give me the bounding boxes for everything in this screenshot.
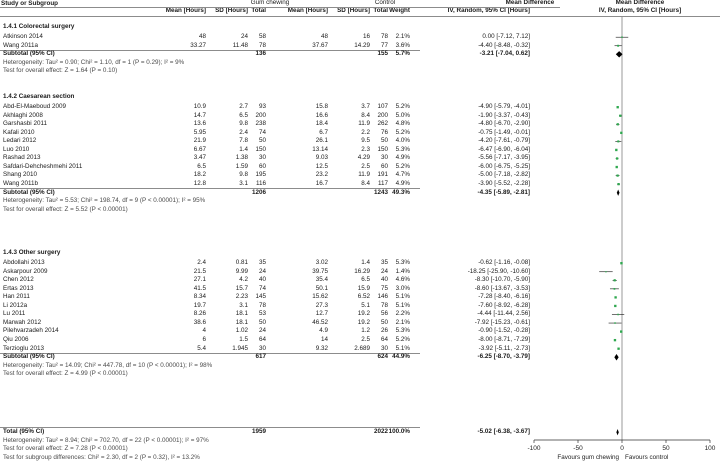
table-cell-g-mean: 6.67 [193, 145, 206, 153]
x-tick-label: -50 [573, 445, 583, 452]
subtotal-control-total: 624 [377, 353, 388, 361]
study-effect-square [620, 262, 622, 264]
gum-mean-header: Mean [Hours] [165, 7, 206, 14]
table-cell-c-mean: 6.7 [319, 128, 328, 136]
heterogeneity-text: Heterogeneity: Tau² = 14.09; Chi² = 447.78, df = 10 (P < 0.00001); I² = 98% [3, 361, 213, 369]
subtotal-gum-total: 1206 [251, 188, 266, 196]
favours-control-label: Favours control [625, 454, 669, 461]
table-cell-weight: 5.2% [395, 335, 410, 343]
favours-gum-label: Favours gum chewing [557, 454, 619, 461]
table-cell-g-total: 74 [258, 284, 266, 292]
table-cell-g-mean: 2.4 [197, 259, 206, 266]
table-cell-g-sd: 18.1 [235, 310, 248, 318]
subgroup-title: 1.4.2 Caesarean section [3, 93, 75, 100]
study-column-header: Study or Subgroup [1, 0, 59, 7]
study-name: Luo 2010 [3, 145, 30, 153]
table-cell-c-total: 60 [380, 162, 388, 170]
table-cell-c-total: 150 [377, 145, 388, 153]
study-effect-square [620, 132, 622, 134]
study-name: Safdari-Dehcheshmehi 2011 [3, 162, 83, 170]
table-cell-c-sd: 19.2 [357, 318, 370, 326]
table-cell-c-sd: 9.5 [361, 137, 370, 145]
table-cell-ci: -5.00 [-7.18, -2.82] [478, 171, 530, 179]
table-cell-c-sd: 2.5 [361, 335, 370, 343]
table-cell-g-total: 78 [258, 41, 266, 49]
table-cell-c-mean: 18.4 [315, 120, 328, 128]
table-cell-c-sd: 8.4 [361, 111, 370, 119]
study-effect-square [617, 123, 619, 125]
table-cell-c-total: 30 [380, 344, 388, 352]
table-cell-c-sd: 14.29 [354, 41, 370, 49]
table-cell-g-sd: 2.4 [239, 128, 248, 136]
table-cell-weight: 5.3% [395, 145, 410, 153]
table-cell-g-total: 50 [258, 318, 266, 326]
study-effect-square [617, 314, 619, 316]
table-cell-ci: -5.56 [-7.17, -3.95] [478, 154, 530, 162]
table-cell-g-mean: 19.7 [193, 301, 206, 309]
table-cell-g-total: 238 [255, 120, 266, 128]
study-name: Garshasbi 2011 [3, 120, 47, 128]
table-cell-c-total: 35 [380, 259, 388, 266]
table-cell-ci: -3.92 [-5.11, -2.73] [478, 344, 530, 352]
table-cell-weight: 5.1% [395, 301, 410, 309]
study-name: Abdollahi 2013 [3, 259, 45, 266]
table-cell-c-mean: 48 [320, 33, 328, 40]
table-cell-g-sd: 1.5 [239, 335, 248, 343]
table-cell-ci: -4.40 [-8.48, -0.32] [478, 41, 530, 49]
table-cell-ci: -0.62 [-1.16, -0.08] [478, 259, 530, 266]
study-name: Rashad 2013 [3, 154, 41, 162]
table-cell-weight: 5.2% [395, 128, 410, 136]
table-cell-g-total: 24 [258, 267, 266, 275]
table-cell-g-mean: 21.5 [193, 267, 206, 275]
study-effect-square [614, 322, 615, 323]
study-name: Atkinson 2014 [3, 33, 43, 40]
table-cell-g-sd: 9.8 [239, 171, 248, 179]
table-cell-c-total: 24 [380, 267, 388, 275]
table-cell-c-total: 30 [380, 154, 388, 162]
table-cell-g-mean: 21.9 [193, 137, 206, 145]
table-cell-c-sd: 2.3 [361, 145, 370, 153]
table-cell-ci: -4.90 [-5.79, -4.01] [478, 103, 530, 110]
table-cell-g-total: 40 [258, 276, 266, 284]
study-effect-square [616, 166, 618, 168]
gum-sd-header: SD [Hours] [215, 7, 248, 14]
table-cell-c-mean: 15.62 [312, 293, 328, 301]
table-cell-c-sd: 2.5 [361, 162, 370, 170]
overall-pooled-diamond [616, 429, 618, 435]
control-sd-header: SD [Hours] [337, 7, 370, 14]
table-cell-g-total: 50 [258, 137, 266, 145]
control-total-header: Total [373, 7, 388, 14]
table-cell-c-total: 78 [380, 301, 388, 309]
study-name: Ertas 2013 [3, 284, 34, 292]
md-column-title: Mean Difference [505, 0, 555, 6]
table-cell-g-mean: 38.6 [193, 318, 206, 326]
subgroup-differences-test: Test for subgroup differences: Chi² = 2.30, df = 2 (P = 0.32), I² = 13.2% [3, 453, 200, 461]
subtotal-label: Subtotal (95% CI) [3, 188, 55, 196]
table-cell-g-sd: 9.8 [239, 120, 248, 128]
x-tick-label: -100 [527, 445, 541, 452]
table-cell-g-total: 53 [258, 310, 266, 318]
table-cell-weight: 5.3% [395, 327, 410, 335]
table-cell-c-mean: 3.02 [315, 259, 328, 266]
table-cell-g-mean: 6.5 [197, 162, 206, 170]
study-effect-square [605, 271, 606, 272]
table-cell-g-sd: 9.99 [235, 267, 248, 275]
study-effect-square [615, 149, 617, 151]
subtotal-weight: 44.9% [392, 353, 410, 361]
table-cell-c-mean: 4.9 [319, 327, 328, 335]
table-cell-weight: 2.1% [395, 318, 410, 326]
study-name: Abd-El-Maeboud 2009 [3, 103, 67, 110]
subtotal-ci: -6.25 [-8.70, -3.79] [477, 353, 530, 361]
table-cell-g-total: 35 [258, 259, 266, 266]
table-cell-c-mean: 9.03 [315, 154, 328, 162]
table-cell-c-sd: 16 [362, 33, 370, 40]
table-cell-c-sd: 16.29 [354, 267, 370, 275]
table-cell-c-total: 64 [380, 335, 388, 343]
table-cell-g-total: 78 [258, 301, 266, 309]
table-cell-weight: 5.2% [395, 103, 410, 110]
table-cell-c-sd: 1.4 [361, 259, 370, 266]
table-cell-ci: -7.28 [-8.40, -6.16] [478, 293, 530, 301]
table-cell-c-mean: 23.2 [315, 171, 328, 179]
table-cell-c-total: 117 [377, 179, 388, 187]
table-cell-g-mean: 18.2 [193, 171, 206, 179]
table-cell-g-sd: 4.2 [239, 276, 248, 284]
table-cell-g-mean: 6 [202, 335, 206, 343]
subgroup-title: 1.4.1 Colorectal surgery [3, 23, 75, 30]
total-gum-count: 1959 [251, 428, 266, 435]
subtotal-ci: -3.21 [-7.04, 0.62] [479, 50, 530, 58]
table-cell-g-sd: 1.38 [235, 154, 248, 162]
study-effect-square [617, 348, 619, 350]
table-cell-c-mean: 26.1 [315, 137, 328, 145]
table-cell-g-sd: 3.1 [239, 179, 248, 187]
table-cell-c-total: 146 [377, 293, 388, 301]
table-cell-weight: 5.2% [395, 162, 410, 170]
study-name: Ledari 2012 [3, 137, 37, 145]
table-cell-c-mean: 9.32 [315, 344, 328, 352]
table-cell-c-mean: 46.52 [312, 318, 328, 326]
table-cell-g-total: 116 [255, 179, 266, 187]
total-label: Total (95% CI) [3, 428, 45, 435]
table-cell-c-mean: 16.7 [315, 179, 328, 187]
total-control-count: 2022 [373, 428, 388, 435]
table-cell-g-total: 30 [258, 154, 266, 162]
total-heterogeneity: Heterogeneity: Tau² = 8.94; Chi² = 702.70, df = 22 (P < 0.00001); I² = 97% [3, 436, 209, 444]
study-name: Marwah 2012 [3, 318, 42, 326]
table-cell-c-total: 262 [377, 120, 388, 128]
table-cell-g-sd: 2.23 [235, 293, 248, 301]
table-cell-c-sd: 19.2 [357, 310, 370, 318]
table-cell-c-sd: 15.9 [357, 284, 370, 292]
table-cell-c-mean: 50.1 [315, 284, 328, 292]
table-cell-ci: -18.25 [-25.90, -10.60] [467, 267, 530, 275]
table-cell-g-total: 30 [258, 344, 266, 352]
x-tick-label: 100 [704, 445, 716, 452]
table-cell-weight: 5.3% [395, 259, 410, 266]
table-cell-c-mean: 12.7 [315, 310, 328, 318]
table-cell-c-mean: 15.8 [315, 103, 328, 110]
table-cell-g-mean: 27.1 [193, 276, 206, 284]
table-cell-g-mean: 41.5 [193, 284, 206, 292]
table-cell-g-total: 58 [258, 33, 266, 40]
table-cell-weight: 3.0% [395, 284, 410, 292]
table-cell-weight: 4.7% [395, 171, 410, 179]
table-cell-c-sd: 4.29 [357, 154, 370, 162]
table-cell-g-total: 93 [258, 103, 266, 110]
study-name: Shang 2010 [3, 171, 37, 179]
table-cell-c-sd: 1.2 [361, 327, 370, 335]
table-cell-g-sd: 7.8 [239, 137, 248, 145]
subgroup-pooled-diamond [616, 51, 623, 57]
table-cell-c-sd: 11.9 [358, 171, 370, 179]
study-effect-square [614, 305, 616, 307]
table-cell-g-total: 150 [255, 145, 266, 153]
study-name: Li 2012a [3, 301, 28, 309]
table-cell-c-mean: 35.4 [315, 276, 328, 284]
table-cell-ci: -8.60 [-13.67, -3.53] [474, 284, 530, 292]
table-cell-g-mean: 14.7 [193, 111, 206, 119]
subtotal-control-total: 155 [377, 50, 388, 58]
table-cell-c-total: 77 [380, 41, 388, 49]
table-cell-weight: 1.4% [395, 267, 410, 275]
study-name: Wang 2011b [3, 179, 39, 187]
table-cell-c-total: 50 [380, 318, 388, 326]
table-cell-c-sd: 6.5 [361, 276, 370, 284]
study-effect-square [621, 36, 622, 37]
table-cell-c-sd: 3.7 [361, 103, 370, 110]
study-effect-square [617, 140, 619, 142]
subgroup-title: 1.4.3 Other surgery [3, 249, 61, 256]
table-cell-weight: 5.1% [395, 344, 410, 352]
table-cell-g-sd: 15.7 [235, 284, 248, 292]
table-cell-c-total: 56 [380, 310, 388, 318]
gum-group-header: Gum chewing [250, 0, 290, 6]
table-cell-ci: -0.90 [-1.52, -0.28] [478, 327, 530, 335]
table-cell-g-total: 195 [255, 171, 266, 179]
table-cell-g-mean: 13.6 [193, 120, 206, 128]
subtotal-weight: 49.3% [392, 188, 410, 196]
table-cell-c-mean: 27.3 [315, 301, 328, 309]
subgroup-pooled-diamond [617, 190, 620, 196]
table-cell-ci: -7.60 [-8.92, -6.28] [478, 301, 530, 309]
table-cell-g-mean: 12.8 [193, 179, 206, 187]
table-cell-c-sd: 2.689 [354, 344, 370, 352]
study-name: Han 2011 [3, 293, 30, 301]
study-effect-square [616, 157, 618, 159]
study-effect-square [614, 279, 616, 281]
subtotal-gum-total: 617 [255, 353, 266, 361]
table-cell-g-sd: 1.59 [235, 162, 248, 170]
table-cell-ci: -7.92 [-15.23, -0.61] [474, 318, 530, 326]
study-effect-square [614, 296, 616, 298]
table-cell-weight: 2.2% [395, 310, 410, 318]
table-cell-g-sd: 1.945 [232, 344, 248, 352]
table-cell-g-sd: 1.02 [235, 327, 248, 335]
study-effect-square [620, 330, 622, 332]
table-cell-ci: -6.00 [-6.75, -5.25] [478, 162, 530, 170]
study-effect-square [619, 115, 621, 117]
table-cell-g-mean: 5.4 [197, 344, 206, 352]
subtotal-label: Subtotal (95% CI) [3, 50, 55, 58]
table-cell-c-total: 78 [380, 33, 388, 40]
table-cell-c-total: 107 [377, 103, 388, 110]
table-cell-ci: -4.44 [-11.44, 2.56] [477, 310, 530, 318]
table-cell-weight: 4.9% [395, 179, 410, 187]
table-cell-ci: -3.90 [-5.52, -2.28] [478, 179, 530, 187]
table-cell-weight: 2.1% [395, 33, 410, 40]
table-cell-c-total: 75 [380, 284, 388, 292]
study-name: Akhlaghi 2008 [3, 111, 43, 119]
table-cell-weight: 5.0% [395, 111, 410, 119]
table-cell-ci: -4.80 [-6.70, -2.90] [478, 120, 530, 128]
study-name: Pilehvarzadeh 2014 [3, 327, 59, 335]
table-cell-c-mean: 14 [320, 335, 328, 343]
table-cell-c-total: 40 [380, 276, 388, 284]
table-cell-g-sd: 1.4 [239, 145, 248, 153]
study-effect-square [616, 174, 618, 176]
table-cell-c-total: 200 [377, 111, 388, 119]
table-cell-weight: 4.0% [395, 137, 410, 145]
heterogeneity-text: Heterogeneity: Tau² = 5.53; Chi² = 198.74, df = 9 (P < 0.00001); I² = 95% [3, 197, 206, 205]
table-cell-ci: -8.30 [-10.70, -5.90] [474, 276, 530, 284]
weight-header: Weight [389, 7, 410, 14]
heterogeneity-text: Heterogeneity: Tau² = 0.90; Chi² = 1.10, df = 1 (P = 0.29); I² = 9% [3, 58, 185, 66]
study-name: Askarpour 2009 [3, 267, 48, 275]
table-cell-weight: 3.6% [395, 41, 410, 49]
table-cell-c-mean: 13.14 [312, 145, 328, 153]
table-cell-weight: 4.9% [395, 154, 410, 162]
subgroup-pooled-diamond [614, 354, 618, 360]
table-cell-c-sd: 6.52 [357, 293, 370, 301]
subtotal-weight: 5.7% [395, 50, 410, 58]
table-cell-g-sd: 2.7 [239, 103, 248, 110]
total-weight: 100.0% [388, 428, 410, 435]
table-cell-g-total: 145 [255, 293, 266, 301]
x-tick-label: 0 [620, 445, 624, 452]
study-name: Kafali 2010 [3, 128, 35, 136]
table-cell-weight: 4.6% [395, 276, 410, 284]
table-cell-c-total: 76 [380, 128, 388, 136]
md-plot-title: Mean Difference [615, 0, 665, 6]
table-cell-c-total: 191 [377, 171, 388, 179]
study-name: Wang 2011a [3, 41, 39, 49]
total-ci: -5.02 [-6.38, -3.67] [477, 428, 530, 435]
table-cell-ci: -0.75 [-1.49, -0.01] [478, 128, 530, 136]
table-cell-c-total: 50 [380, 137, 388, 145]
study-effect-square [614, 339, 616, 341]
overall-effect-text: Test for overall effect: Z = 5.52 (P < 0.00001) [3, 205, 128, 213]
table-cell-g-sd: 6.5 [239, 111, 248, 119]
table-cell-c-total: 26 [380, 327, 388, 335]
overall-effect-text: Test for overall effect: Z = 4.99 (P < 0.00001) [3, 370, 128, 378]
total-overall-effect: Test for overall effect: Z = 7.28 (P < 0.00001) [3, 445, 128, 452]
table-cell-c-mean: 37.67 [312, 41, 328, 49]
table-cell-ci: -4.20 [-7.61, -0.79] [478, 137, 530, 145]
table-cell-c-mean: 12.5 [315, 162, 328, 170]
study-name: Chen 2012 [3, 276, 34, 284]
table-cell-g-sd: 3.1 [239, 301, 248, 309]
study-effect-square [617, 183, 619, 185]
table-cell-g-total: 74 [258, 128, 266, 136]
table-cell-g-total: 64 [258, 335, 266, 343]
control-mean-header: Mean [Hours] [287, 7, 328, 14]
table-cell-c-mean: 39.75 [312, 267, 328, 275]
subtotal-label: Subtotal (95% CI) [3, 353, 55, 361]
table-cell-g-sd: 0.81 [235, 259, 248, 266]
table-cell-g-sd: 24 [240, 33, 248, 40]
table-cell-g-mean: 10.9 [193, 103, 206, 110]
table-cell-weight: 5.1% [395, 293, 410, 301]
table-cell-g-mean: 5.95 [193, 128, 206, 136]
gum-total-header: Total [251, 7, 266, 14]
control-group-header: Control [374, 0, 396, 6]
table-cell-g-sd: 11.48 [232, 41, 248, 49]
table-cell-c-sd: 8.4 [361, 179, 370, 187]
table-cell-g-mean: 8.26 [193, 310, 206, 318]
table-cell-c-mean: 16.6 [315, 111, 328, 119]
study-effect-square [614, 288, 616, 290]
table-cell-ci: 0.00 [-7.12, 7.12] [482, 33, 530, 40]
table-cell-g-mean: 4 [202, 327, 206, 335]
overall-effect-text: Test for overall effect: Z = 1.64 (P = 0.10) [3, 67, 118, 75]
table-cell-c-sd: 2.2 [361, 128, 370, 136]
study-effect-square [617, 45, 619, 47]
table-cell-g-mean: 8.34 [193, 293, 206, 301]
table-cell-weight: 4.8% [395, 120, 410, 128]
table-cell-g-mean: 48 [198, 33, 206, 40]
subtotal-control-total: 1243 [373, 188, 388, 196]
x-tick-label: 50 [662, 445, 670, 452]
subtotal-ci: -4.35 [-5.89, -2.81] [477, 188, 530, 196]
study-name: Lu 2011 [3, 310, 26, 318]
table-cell-c-sd: 5.1 [361, 301, 370, 309]
md-plot-subtitle: IV, Random, 95% CI [Hours] [598, 7, 682, 14]
md-column-subtitle: IV, Random, 95% CI [Hours] [447, 7, 530, 14]
table-cell-g-total: 24 [258, 327, 266, 335]
table-cell-g-sd: 18.1 [235, 318, 248, 326]
subtotal-gum-total: 136 [255, 50, 266, 58]
study-name: Terzioglu 2013 [3, 344, 44, 352]
table-cell-g-mean: 33.27 [190, 41, 206, 49]
study-effect-square [617, 106, 619, 108]
table-cell-ci: -1.90 [-3.37, -0.43] [478, 111, 530, 119]
study-name: Qiu 2006 [3, 335, 29, 343]
table-cell-g-total: 60 [258, 162, 266, 170]
table-cell-g-total: 200 [255, 111, 266, 119]
table-cell-ci: -8.00 [-8.71, -7.29] [478, 335, 530, 343]
table-cell-ci: -6.47 [-6.90, -6.04] [478, 145, 530, 153]
table-cell-c-sd: 11.9 [358, 120, 370, 128]
table-cell-g-mean: 3.47 [193, 154, 206, 162]
